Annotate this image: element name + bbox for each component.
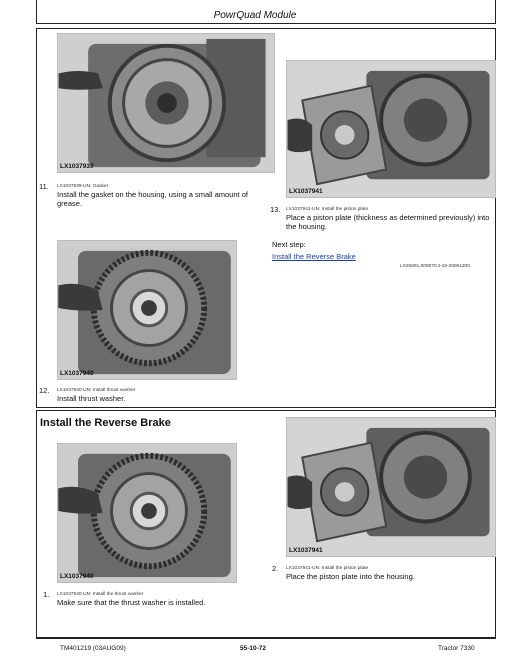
step-12-text: Install thrust washer. [57, 394, 126, 403]
step-2-text: Place the piston plate into the housing. [286, 572, 415, 581]
step-11-number: 11. [39, 182, 49, 191]
step-13-text-line1: Place a piston plate (thickness as determined previously) into [286, 213, 490, 222]
step-11-text-line1: Install the gasket on the housing, using a small amount of [57, 190, 248, 199]
footer-document-id: TM401219 (03AUG09) [60, 645, 126, 652]
footer-page-number: 55-10-72 [240, 645, 267, 652]
document-reference: LX25691,00087C4-19-20061200 [400, 264, 470, 269]
photo-piston-plate-2 [286, 417, 496, 557]
photo-piston-plate-label: LX1037941 [289, 188, 323, 195]
step-13-tag: LX1037941-UN: Install the piston plate [286, 207, 369, 212]
photo-gasket-label: LX1037939 [60, 163, 94, 170]
step-11-text-line2: grease. [57, 199, 83, 208]
step-2-tag: LX1037941-UN: Install the piston plate [286, 566, 369, 571]
step-2-number: 2. [272, 564, 279, 573]
thrust-washer-illustration-2 [58, 444, 236, 582]
photo-gasket [57, 33, 275, 173]
step-13-number: 13. [270, 205, 281, 214]
step-11-tag: LX1037939-UN: Gasket [57, 184, 108, 189]
next-step-label: Next step: [272, 240, 306, 249]
photo-piston-plate [286, 60, 496, 198]
step-1-tag: LX1037940-UN: Install the thrust washer [57, 592, 144, 597]
photo-thrust-washer-2-label: LX1037940 [60, 573, 94, 580]
photo-thrust-washer-2 [57, 443, 237, 583]
step-12-tag: LX1037940-UN: Install thrust washer [57, 388, 136, 393]
housing-gasket-illustration [58, 34, 274, 172]
thrust-washer-illustration [58, 241, 236, 379]
section-title: Install the Reverse Brake [40, 417, 171, 429]
photo-thrust-washer [57, 240, 237, 380]
footer-model: Tractor 7330 [438, 645, 475, 652]
step-12-number: 12. [39, 386, 50, 395]
footer-rule [36, 638, 496, 639]
photo-thrust-washer-label: LX1037940 [60, 370, 94, 377]
step-1-text: Make sure that the thrust washer is installed. [57, 598, 206, 607]
step-1-number: 1. [43, 590, 50, 599]
next-step-link[interactable]: Install the Reverse Brake [272, 252, 356, 261]
piston-plate-illustration-2 [287, 418, 495, 556]
photo-piston-plate-2-label: LX1037941 [289, 547, 323, 554]
step-13-text-line2: the housing. [286, 222, 327, 231]
piston-plate-illustration [287, 61, 495, 197]
header-title: PowrQuad Module [213, 10, 297, 21]
